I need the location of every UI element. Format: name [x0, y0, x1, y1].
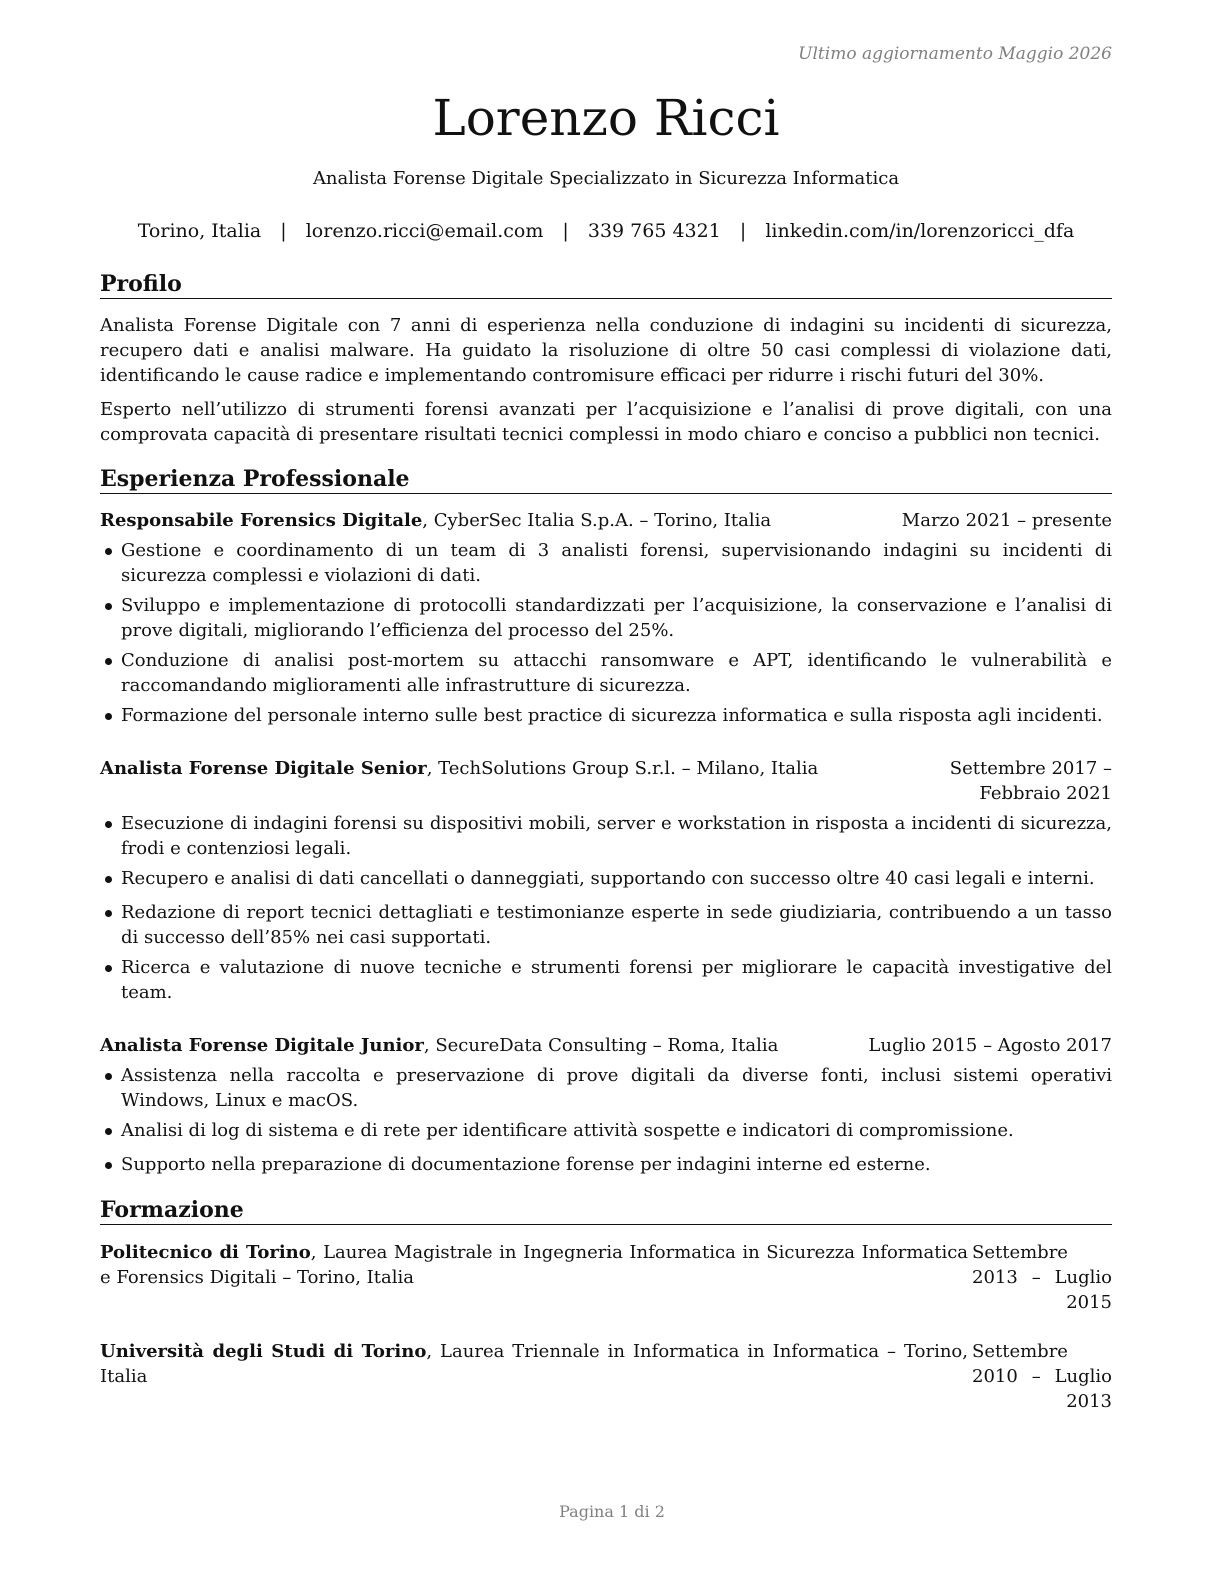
education-degree: , Laurea Triennale in Informatica in Informatica – Torino, Italia	[100, 1341, 968, 1387]
job-header	[100, 508, 1112, 533]
contact-phone: 339 765 4321	[587, 220, 721, 242]
contact-separator: |	[562, 220, 569, 242]
contact-linkedin[interactable]: linkedin.com/in/lorenzoricci_dfa	[765, 220, 1075, 242]
job-company: , SecureData Consulting – Roma, Italia	[423, 1035, 779, 1056]
education-dates: Settembre 2010 – Luglio 2013	[972, 1341, 1112, 1412]
resume-content	[100, 270, 1112, 1414]
list-item: Supporto nella preparazione di documentazione forense per indagini interne ed esterne.	[100, 1152, 1112, 1177]
education-degree: , Laurea Magistrale in Ingegneria Informatica in Sicurezza Informatica e Forensics Digitali – Torino, Italia	[100, 1242, 969, 1288]
list-item: Gestione e coordinamento di un team di 3 analisti forensi, supervisionando indagini su incidenti di sicurezza complessi e violazioni di dati.	[100, 538, 1112, 588]
job-header	[100, 1033, 1112, 1058]
list-item: Redazione di report tecnici dettagliati e testimonianze esperte in sede giudiziaria, contribuendo a un tasso di successo dell’85% nei casi supportati.	[100, 900, 1112, 950]
job-header	[100, 756, 1112, 806]
candidate-name: Lorenzo Ricci	[432, 89, 780, 147]
education-dates: Settembre 2013 – Luglio 2015	[972, 1242, 1112, 1313]
page-number: Pagina 1 di 2	[559, 1502, 665, 1521]
list-item: Conduzione di analisi post-mortem su attacchi ransomware e APT, identificando le vulnerabilità e raccomandando miglioramenti alle infrastrutture di sicurezza.	[100, 648, 1112, 698]
education-degree-line	[100, 1240, 972, 1290]
contact-location: Torino, Italia	[137, 220, 262, 242]
last-updated: Ultimo aggiornamento Maggio 2026	[798, 44, 1112, 64]
job-bullets	[100, 1063, 1112, 1177]
list-item: Recupero e analisi di dati cancellati o danneggiati, supportando con successo oltre 40 casi legali e interni.	[100, 866, 1112, 891]
job-role-line	[100, 508, 902, 533]
job-company: , CyberSec Italia S.p.A. – Torino, Italia	[422, 510, 772, 531]
job-entry	[100, 756, 1112, 1005]
section-title-experience: Esperienza Professionale	[100, 465, 1112, 494]
job-role: Analista Forense Digitale Junior	[100, 1035, 424, 1056]
contact-separator: |	[739, 220, 747, 242]
list-item: Ricerca e valutazione di nuove tecniche e strumenti forensi per migliorare le capacità investigative del team.	[100, 955, 1112, 1005]
profile-paragraph: Esperto nell’utilizzo di strumenti forensi avanzati per l’acquisizione e l’analisi di prove digitali, con una comprovata capacità di presentare risultati tecnici complessi in modo chiaro e conciso a pubblici non tecnici.	[100, 399, 1112, 445]
job-dates: Settembre 2017 – Febbraio 2021	[949, 758, 1112, 804]
job-role: Analista Forense Digitale Senior	[100, 758, 427, 779]
education-school: Politecnico di Torino	[100, 1242, 311, 1263]
job-entry	[100, 1033, 1112, 1177]
candidate-title: Analista Forense Digitale Specializzato in Sicurezza Informatica	[312, 168, 900, 189]
job-bullets	[100, 538, 1112, 728]
job-role-line	[100, 1033, 868, 1058]
education-entry	[100, 1339, 1112, 1414]
job-role-line	[100, 756, 868, 781]
contact-separator: |	[280, 220, 287, 242]
education-degree-line	[100, 1339, 972, 1389]
contact-line	[100, 218, 1112, 244]
job-dates: Marzo 2021 – presente	[901, 510, 1112, 531]
list-item: Formazione del personale interno sulle best practice di sicurezza informatica e sulla risposta agli incidenti.	[100, 703, 1112, 728]
job-dates: Luglio 2015 – Agosto 2017	[868, 1035, 1112, 1056]
job-bullets	[100, 811, 1112, 1005]
section-title-education: Formazione	[100, 1196, 1112, 1225]
contact-email[interactable]: lorenzo.ricci@email.com	[305, 220, 544, 242]
list-item: Assistenza nella raccolta e preservazione di prove digitali da diverse fonti, inclusi sistemi operativi Windows, Linux e macOS.	[100, 1063, 1112, 1113]
education-school: Università degli Studi di Torino	[100, 1341, 427, 1362]
profile-paragraph: Analista Forense Digitale con 7 anni di esperienza nella conduzione di indagini su incidenti di sicurezza, recupero dati e analisi malware. Ha guidato la risoluzione di oltre 50 casi complessi di violazione dati, identificando le cause radice e implementando contromisure efficaci per ridurre i rischi futuri del 30%.	[100, 315, 1112, 386]
list-item: Analisi di log di sistema e di rete per identificare attività sospette e indicatori di compromissione.	[100, 1118, 1112, 1143]
job-company: , TechSolutions Group S.r.l. – Milano, Italia	[426, 758, 819, 779]
section-title-profile: Profilo	[100, 270, 1112, 299]
education-entry	[100, 1240, 1112, 1315]
list-item: Esecuzione di indagini forensi su dispositivi mobili, server e workstation in risposta a incidenti di sicurezza, frodi e contenziosi legali.	[100, 811, 1112, 861]
job-entry	[100, 508, 1112, 728]
list-item: Sviluppo e implementazione di protocolli standardizzati per l’acquisizione, la conservazione e l’analisi di prove digitali, migliorando l’efficienza del processo del 25%.	[100, 593, 1112, 643]
job-role: Responsabile Forensics Digitale	[100, 510, 423, 531]
